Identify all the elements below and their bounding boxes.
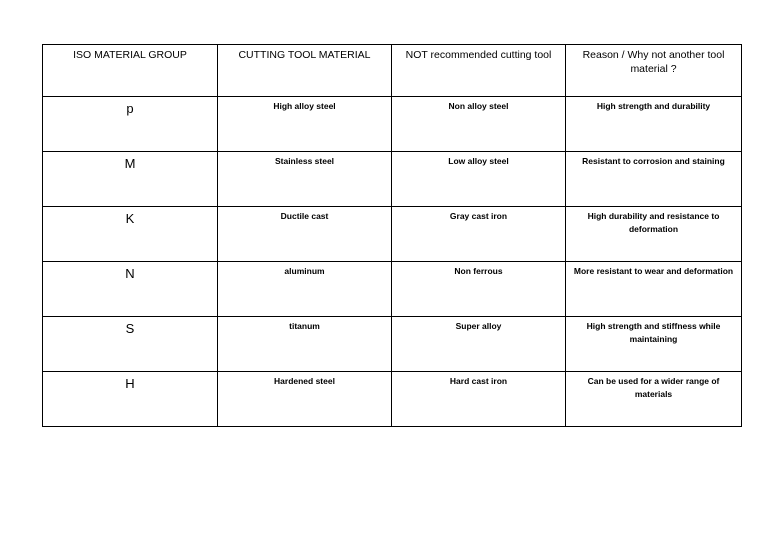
iso-group-cell: S — [43, 317, 218, 372]
table-row — [43, 152, 742, 207]
cutting-tool-cell: Ductile cast — [218, 207, 392, 262]
reason-cell: Can be used for a wider range of materials — [566, 372, 742, 427]
table-row — [43, 372, 742, 427]
iso-group-cell: p — [43, 97, 218, 152]
cutting-tool-cell: titanum — [218, 317, 392, 372]
reason-cell: High strength and stiffness while maintaining — [566, 317, 742, 372]
not-recommended-cell: Hard cast iron — [392, 372, 566, 427]
reason-cell: High strength and durability — [566, 97, 742, 152]
header-cutting-tool-material: CUTTING TOOL MATERIAL — [218, 45, 392, 97]
table-header — [43, 45, 742, 97]
not-recommended-cell: Gray cast iron — [392, 207, 566, 262]
table-body — [43, 97, 742, 427]
header-row — [43, 45, 742, 97]
table-row — [43, 97, 742, 152]
cutting-tool-cell: Hardened steel — [218, 372, 392, 427]
cutting-tool-cell: aluminum — [218, 262, 392, 317]
table-row — [43, 207, 742, 262]
iso-material-table — [42, 44, 742, 427]
cutting-tool-cell: Stainless steel — [218, 152, 392, 207]
reason-cell: High durability and resistance to deformation — [566, 207, 742, 262]
table-row — [43, 262, 742, 317]
header-reason: Reason / Why not another tool material ? — [566, 45, 742, 97]
reason-cell: Resistant to corrosion and staining — [566, 152, 742, 207]
cutting-tool-cell: High alloy steel — [218, 97, 392, 152]
iso-group-cell: N — [43, 262, 218, 317]
iso-group-cell: K — [43, 207, 218, 262]
reason-cell: More resistant to wear and deformation — [566, 262, 742, 317]
not-recommended-cell: Non ferrous — [392, 262, 566, 317]
iso-group-cell: H — [43, 372, 218, 427]
not-recommended-cell: Super alloy — [392, 317, 566, 372]
iso-group-cell: M — [43, 152, 218, 207]
table-row — [43, 317, 742, 372]
not-recommended-cell: Low alloy steel — [392, 152, 566, 207]
header-iso-material-group: ISO MATERIAL GROUP — [43, 45, 218, 97]
header-not-recommended-tool: NOT recommended cutting tool — [392, 45, 566, 97]
not-recommended-cell: Non alloy steel — [392, 97, 566, 152]
